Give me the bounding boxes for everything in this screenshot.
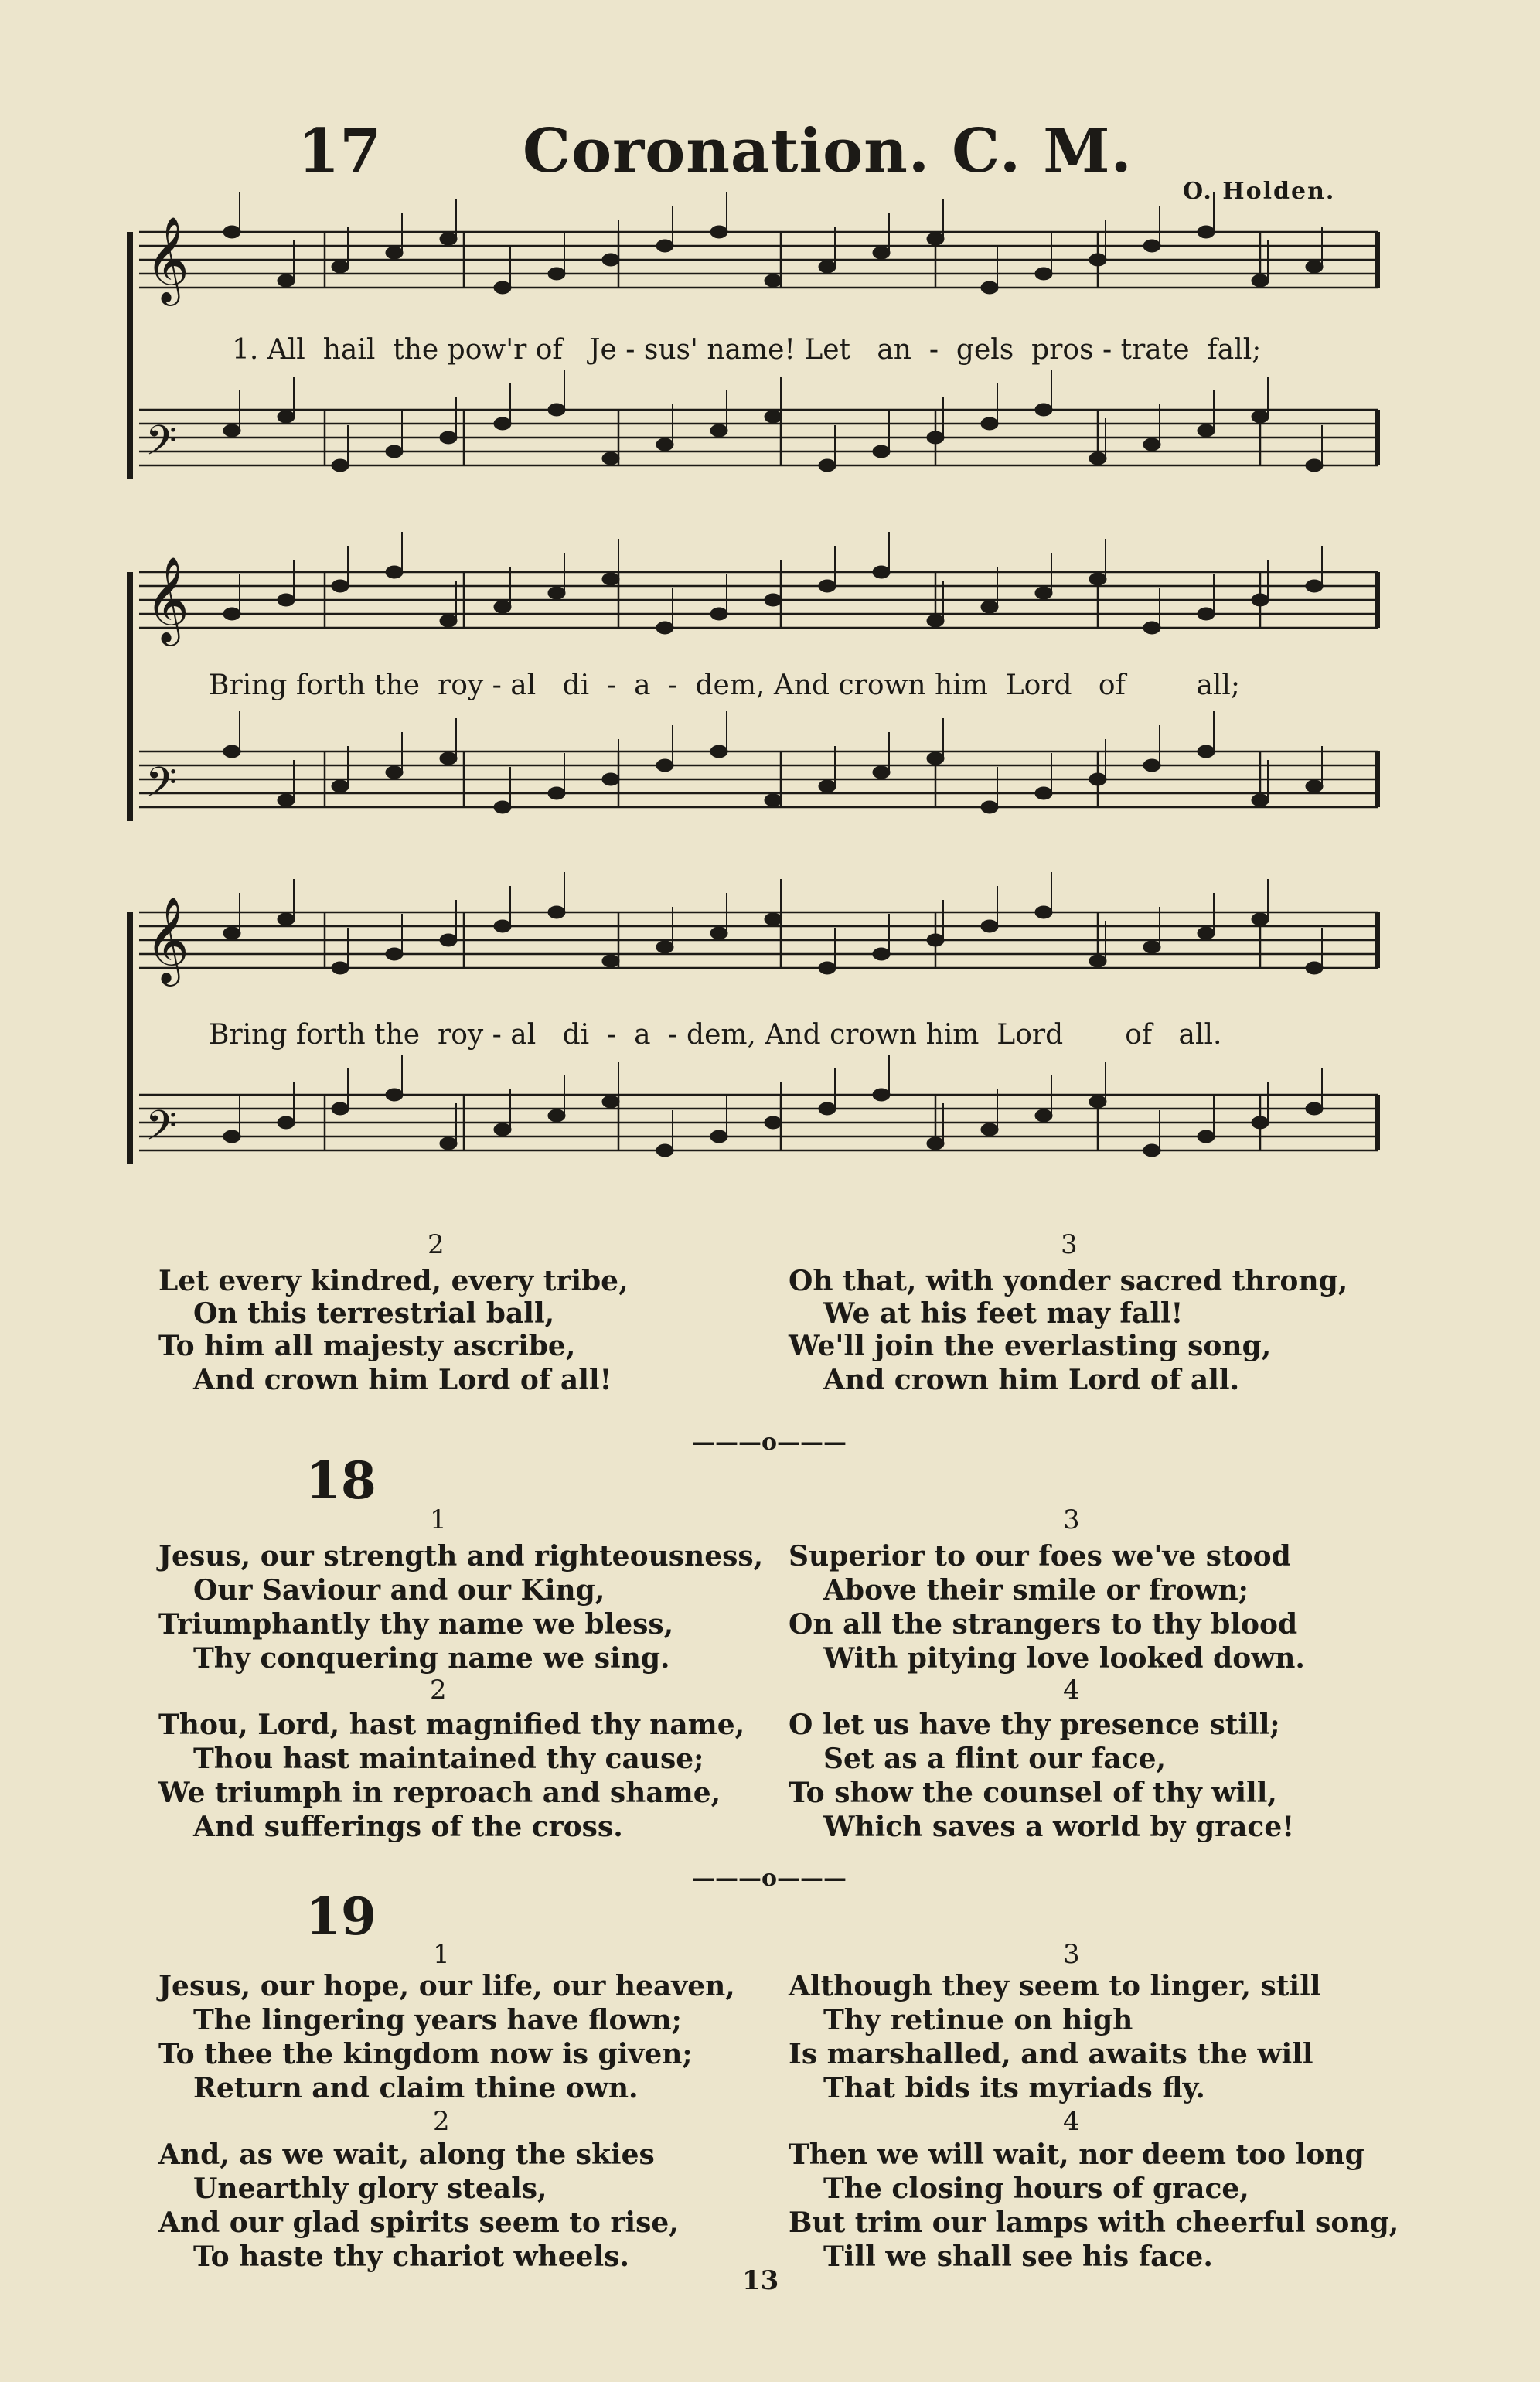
verse-number: 3 (1063, 1939, 1080, 1970)
verse-number: 4 (1063, 2106, 1080, 2137)
note-head (1198, 745, 1215, 758)
note-head (1252, 913, 1269, 925)
verse-line: Oh that, with yonder sacred throng, (789, 1265, 1348, 1297)
note-head (873, 445, 890, 458)
note-head (386, 766, 403, 779)
note-head (1252, 794, 1269, 806)
note-head (1035, 268, 1052, 280)
note-head (927, 615, 944, 627)
bass-clef-icon: 𝄢 (145, 759, 178, 816)
verse-line: To haste thy chariot wheels. (193, 2241, 629, 2273)
note-head (981, 801, 998, 813)
note-head (927, 934, 944, 946)
note-head (873, 566, 890, 578)
note-head (1143, 622, 1160, 634)
verse-line: Jesus, our strength and righteousness, (158, 1540, 764, 1573)
verse-line: That bids its myriads fly. (823, 2072, 1205, 2104)
note-head (656, 438, 673, 451)
verse-line: Thou hast maintained thy cause; (193, 1743, 704, 1775)
verse-line: Thy conquering name we sing. (193, 1642, 670, 1675)
note-head (1089, 955, 1106, 967)
verse-line: Unearthly glory steals, (193, 2172, 547, 2205)
note-head (819, 580, 836, 592)
note-head (602, 1096, 619, 1108)
note-head (223, 927, 240, 939)
verse-line: Triumphantly thy name we bless, (158, 1608, 674, 1641)
note-head (440, 615, 457, 627)
note-head (710, 927, 727, 939)
note-head (494, 417, 511, 430)
verse-line: We'll join the everlasting song, (789, 1330, 1272, 1362)
note-head (332, 261, 349, 273)
lyrics-line-2: Bring forth the roy - al di - a - dem, And crown him Lord of all; (209, 670, 1241, 701)
note-head (710, 424, 727, 437)
note-head (1198, 608, 1215, 620)
note-head (1035, 787, 1052, 799)
verse-line: With pitying love looked down. (823, 1642, 1305, 1675)
verse-line: And crown him Lord of all! (193, 1364, 612, 1396)
note-head (873, 948, 890, 960)
section-divider: ———o——— (692, 1429, 847, 1456)
note-head (1252, 1116, 1269, 1129)
verse-line: Till we shall see his face. (823, 2241, 1213, 2273)
note-head (873, 247, 890, 259)
note-head (386, 445, 403, 458)
note-head (927, 1137, 944, 1150)
note-head (1143, 438, 1160, 451)
verse-line: We at his feet may fall! (823, 1297, 1184, 1330)
note-head (1198, 1130, 1215, 1143)
note-head (1198, 226, 1215, 238)
note-head (1306, 261, 1323, 273)
note-head (1143, 240, 1160, 252)
treble-clef-icon: 𝄞 (145, 556, 189, 642)
note-head (440, 233, 457, 245)
verse-line: To show the counsel of thy will, (789, 1777, 1277, 1809)
verse-line: The lingering years have flown; (193, 2004, 682, 2036)
note-head (1089, 773, 1106, 785)
note-head (548, 787, 565, 799)
verse-line: On this terrestrial ball, (193, 1297, 555, 1330)
note-head (1306, 962, 1323, 974)
note-head (1252, 274, 1269, 287)
note-head (1143, 1144, 1160, 1157)
verse-line: Thou, Lord, hast magnified thy name, (158, 1709, 745, 1741)
note-head (602, 773, 619, 785)
note-head (386, 1089, 403, 1101)
note-head (548, 906, 565, 918)
note-head (440, 431, 457, 444)
note-head (981, 281, 998, 294)
note-head (494, 281, 511, 294)
note-head (981, 417, 998, 430)
note-head (765, 794, 782, 806)
note-head (278, 274, 295, 287)
note-head (765, 274, 782, 287)
verse-line: Set as a flint our face, (823, 1743, 1167, 1775)
verse-line: We triumph in reproach and shame, (158, 1777, 721, 1809)
verse-line: Jesus, our hope, our life, our heaven, (158, 1970, 735, 2002)
note-head (278, 1116, 295, 1129)
note-head (278, 411, 295, 423)
note-head (332, 780, 349, 792)
note-head (1306, 780, 1323, 792)
verse-line: And our glad spirits seem to rise, (158, 2207, 679, 2239)
note-head (765, 1116, 782, 1129)
note-head (278, 913, 295, 925)
page-number: 13 (742, 2265, 779, 2296)
note-head (386, 566, 403, 578)
note-head (223, 424, 240, 437)
verse-line: Superior to our foes we've stood (789, 1540, 1291, 1573)
note-head (765, 594, 782, 606)
note-head (656, 1144, 673, 1157)
note-head (548, 268, 565, 280)
hymn-number-19: 19 (305, 1886, 376, 1947)
note-head (1089, 1096, 1106, 1108)
note-head (602, 955, 619, 967)
note-head (440, 934, 457, 946)
note-head (873, 1089, 890, 1101)
treble-clef-icon: 𝄞 (145, 216, 189, 302)
hymn-title: Coronation. C. M. (523, 116, 1133, 186)
note-head (386, 247, 403, 259)
note-head (278, 794, 295, 806)
bass-clef-icon: 𝄢 (145, 417, 178, 475)
note-head (656, 622, 673, 634)
treble-clef-icon: 𝄞 (145, 896, 189, 983)
note-head (548, 404, 565, 416)
note-head (765, 411, 782, 423)
hymn-number-18: 18 (305, 1450, 376, 1511)
note-head (710, 1130, 727, 1143)
note-head (1143, 941, 1160, 953)
note-head (927, 752, 944, 765)
note-head (1035, 404, 1052, 416)
note-head (223, 608, 240, 620)
note-head (656, 240, 673, 252)
verse-line: And crown him Lord of all. (823, 1364, 1240, 1396)
note-head (332, 459, 349, 472)
note-head (1252, 594, 1269, 606)
note-head (1306, 459, 1323, 472)
note-head (332, 1102, 349, 1115)
note-head (765, 913, 782, 925)
note-head (1306, 580, 1323, 592)
note-head (819, 459, 836, 472)
verse-line: And, as we wait, along the skies (158, 2138, 655, 2171)
verse-line: To thee the kingdom now is given; (158, 2038, 693, 2070)
note-head (710, 745, 727, 758)
verse-line: Our Saviour and our King, (193, 1574, 605, 1607)
verse-number: 4 (1063, 1675, 1080, 1706)
note-head (602, 254, 619, 266)
note-head (602, 452, 619, 465)
note-head (927, 233, 944, 245)
note-head (1035, 587, 1052, 599)
note-head (1198, 927, 1215, 939)
verse-line: The closing hours of grace, (823, 2172, 1249, 2205)
hymn-number-17: 17 (298, 116, 382, 186)
note-head (440, 1137, 457, 1150)
note-head (819, 780, 836, 792)
note-head (494, 601, 511, 613)
note-head (819, 1102, 836, 1115)
note-head (332, 962, 349, 974)
verse-line: Is marshalled, and awaits the will (789, 2038, 1313, 2070)
note-head (927, 431, 944, 444)
note-head (223, 745, 240, 758)
note-head (656, 941, 673, 953)
note-head (278, 594, 295, 606)
lyrics-line-3: Bring forth the roy - al di - a - dem, And crown him Lord of all. (209, 1019, 1222, 1051)
note-head (710, 608, 727, 620)
verse-line: Then we will wait, nor deem too long (789, 2138, 1365, 2171)
note-head (1089, 452, 1106, 465)
verse-number: 2 (430, 1675, 447, 1706)
note-head (1035, 1109, 1052, 1122)
note-head (1198, 424, 1215, 437)
note-head (494, 801, 511, 813)
verse-line: Thy retinue on high (823, 2004, 1133, 2036)
note-head (223, 226, 240, 238)
composer-credit: O. Holden. (1183, 178, 1336, 205)
verse-number: 1 (433, 1939, 450, 1970)
note-head (981, 1123, 998, 1136)
note-head (981, 920, 998, 932)
note-head (223, 1130, 240, 1143)
verse-line: Return and claim thine own. (193, 2072, 639, 2104)
verse-number: 2 (428, 1229, 445, 1260)
verse-line: But trim our lamps with cheerful song, (789, 2207, 1399, 2239)
note-head (1089, 573, 1106, 585)
note-head (981, 601, 998, 613)
verse-number: 3 (1063, 1505, 1080, 1535)
verse-line: On all the strangers to thy blood (789, 1608, 1298, 1641)
lyrics-line-1: 1. All hail the pow'r of Je - sus' name! Let an - gels pros - trate fall; (232, 334, 1262, 366)
note-head (548, 587, 565, 599)
verse-line: Which saves a world by grace! (823, 1811, 1295, 1843)
note-head (1035, 906, 1052, 918)
note-head (819, 261, 836, 273)
verse-line: O let us have thy presence still; (789, 1709, 1280, 1741)
note-head (873, 766, 890, 779)
note-head (494, 920, 511, 932)
verse-line: Although they seem to linger, still (789, 1970, 1321, 2002)
note-head (710, 226, 727, 238)
note-head (1089, 254, 1106, 266)
section-divider: ———o——— (692, 1865, 847, 1892)
verse-line: Above their smile or frown; (823, 1574, 1249, 1607)
note-head (548, 1109, 565, 1122)
note-head (386, 948, 403, 960)
note-head (1306, 1102, 1323, 1115)
verse-number: 3 (1061, 1229, 1078, 1260)
verse-line: And sufferings of the cross. (193, 1811, 623, 1843)
note-head (440, 752, 457, 765)
verse-line: Let every kindred, every tribe, (158, 1265, 629, 1297)
note-head (332, 580, 349, 592)
note-head (1143, 759, 1160, 772)
verse-line: To him all majesty ascribe, (158, 1330, 576, 1362)
note-head (602, 573, 619, 585)
verse-number: 2 (433, 2106, 450, 2137)
bass-clef-icon: 𝄢 (145, 1102, 178, 1160)
note-head (656, 759, 673, 772)
note-head (494, 1123, 511, 1136)
verse-number: 1 (430, 1505, 447, 1535)
note-head (819, 962, 836, 974)
note-head (1252, 411, 1269, 423)
